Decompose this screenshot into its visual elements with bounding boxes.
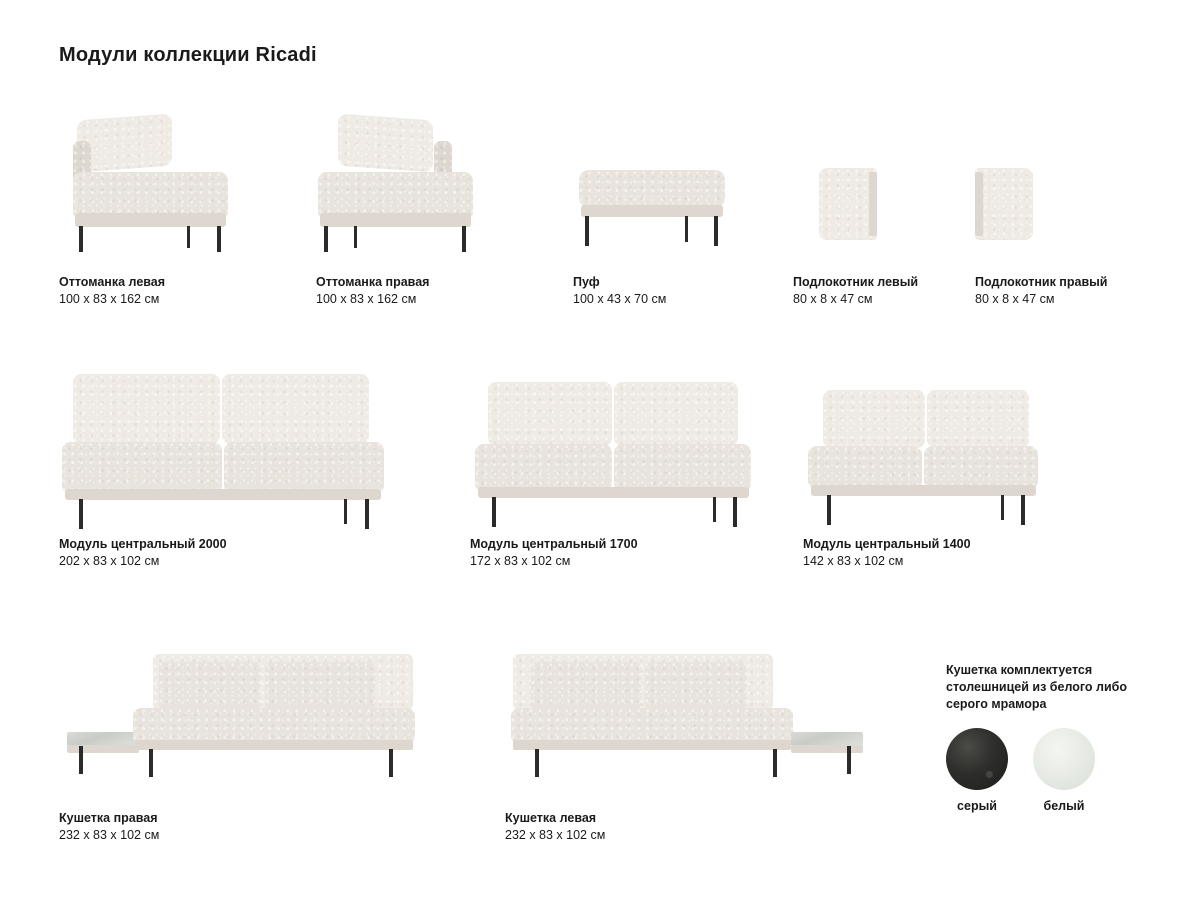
module-card-central-1400 xyxy=(803,372,1083,570)
module-name: Подлокотник правый xyxy=(975,275,1108,289)
product-image-central-2000 xyxy=(59,372,419,522)
module-caption-armrest-left xyxy=(793,274,953,308)
module-name: Модуль центральный 1700 xyxy=(470,537,638,551)
product-image-ottomanka-right xyxy=(316,110,531,260)
module-card-ottomanka-left xyxy=(59,110,274,308)
product-image-kushetka-right xyxy=(59,640,479,790)
module-caption-puf xyxy=(573,274,788,308)
module-card-ottomanka-right xyxy=(316,110,531,308)
module-caption-armrest-right xyxy=(975,274,1135,308)
module-dims: 232 x 83 x 102 см xyxy=(59,828,160,842)
module-caption-ottomanka-left xyxy=(59,274,274,308)
module-dims: 142 x 83 x 102 см xyxy=(803,554,904,568)
product-image-kushetka-left xyxy=(505,640,925,790)
module-card-armrest-left xyxy=(793,110,953,308)
product-image-central-1700 xyxy=(470,372,780,522)
module-dims: 80 x 8 x 47 см xyxy=(793,292,873,306)
marble-note-text: Кушетка комплектуется столешницей из белого либо серого мрамора xyxy=(946,663,1127,711)
module-caption-kushetka-left xyxy=(505,810,925,844)
marble-tabletop xyxy=(67,732,139,746)
swatch-white-label: белый xyxy=(1043,799,1085,813)
module-card-puf xyxy=(573,110,788,308)
module-dims: 202 x 83 x 102 см xyxy=(59,554,160,568)
product-image-armrest-left xyxy=(793,110,953,260)
page-title: Модули коллекции Ricadi xyxy=(59,44,317,66)
swatch-white[interactable] xyxy=(1033,728,1095,813)
module-name: Оттоманка правая xyxy=(316,275,430,289)
module-dims: 100 x 83 x 162 см xyxy=(316,292,417,306)
module-caption-kushetka-right xyxy=(59,810,479,844)
module-caption-central-2000 xyxy=(59,536,419,570)
product-image-armrest-right xyxy=(975,110,1135,260)
swatch-grey[interactable] xyxy=(946,728,1008,813)
module-name: Оттоманка левая xyxy=(59,275,166,289)
marble-note-block xyxy=(946,662,1131,713)
swatch-grey-circle[interactable] xyxy=(946,728,1008,790)
module-dims: 100 x 83 x 162 см xyxy=(59,292,160,306)
product-image-puf xyxy=(573,110,788,260)
module-card-armrest-right xyxy=(975,110,1135,308)
module-dims: 100 x 43 x 70 см xyxy=(573,292,667,306)
module-name: Модуль центральный 1400 xyxy=(803,537,971,551)
module-name: Кушетка правая xyxy=(59,811,158,825)
module-name: Кушетка левая xyxy=(505,811,597,825)
module-caption-central-1700 xyxy=(470,536,780,570)
marble-tabletop xyxy=(791,732,863,746)
module-caption-central-1400 xyxy=(803,536,1083,570)
product-image-ottomanka-left xyxy=(59,110,274,260)
swatch-white-circle[interactable] xyxy=(1033,728,1095,790)
module-card-central-1700 xyxy=(470,372,780,570)
module-name: Модуль центральный 2000 xyxy=(59,537,227,551)
module-dims: 172 x 83 x 102 см xyxy=(470,554,571,568)
module-name: Подлокотник левый xyxy=(793,275,919,289)
module-card-kushetka-left xyxy=(505,640,925,844)
product-image-central-1400 xyxy=(803,372,1083,522)
module-card-central-2000 xyxy=(59,372,419,570)
module-name: Пуф xyxy=(573,275,600,289)
module-caption-ottomanka-right xyxy=(316,274,531,308)
module-card-kushetka-right xyxy=(59,640,479,844)
swatch-grey-label: серый xyxy=(957,799,997,813)
module-dims: 80 x 8 x 47 см xyxy=(975,292,1055,306)
module-dims: 232 x 83 x 102 см xyxy=(505,828,606,842)
